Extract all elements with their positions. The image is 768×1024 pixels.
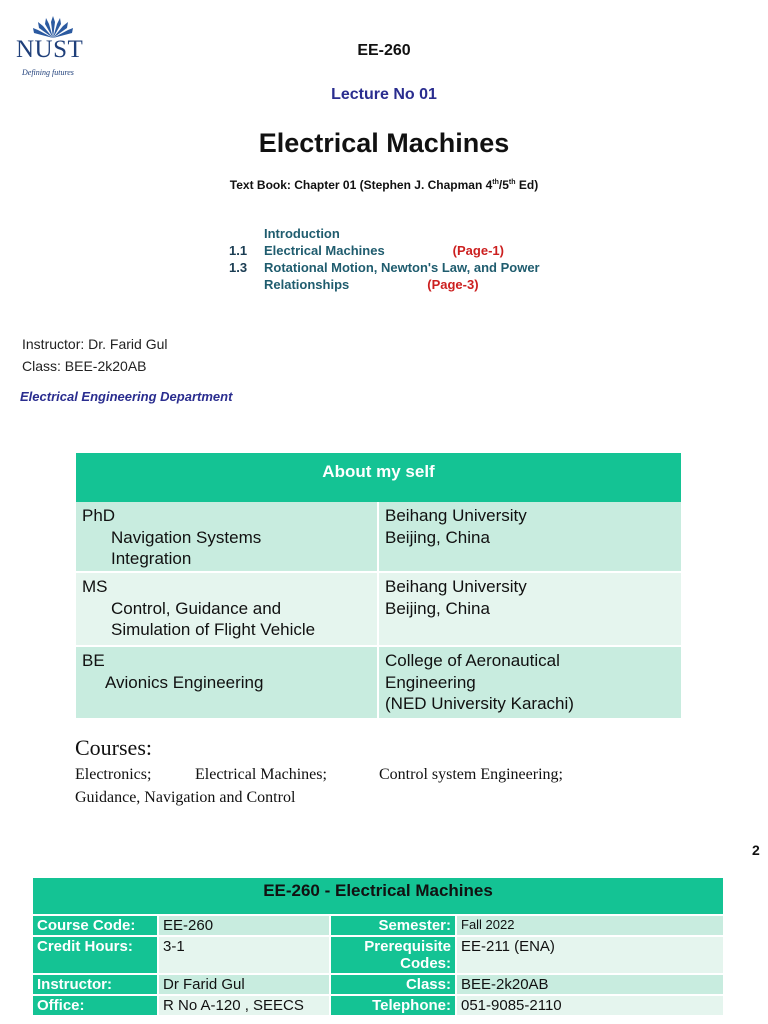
field-value: 3-1 [159, 937, 329, 973]
toc-item-text-continued: Relationships [264, 277, 350, 292]
field-label: Semester: [331, 916, 455, 935]
field-label: Instructor: [33, 975, 157, 994]
table-row [76, 573, 681, 645]
table-row [33, 916, 723, 935]
toc-intro: Introduction [264, 226, 340, 241]
table-row [33, 975, 723, 994]
course-item: Guidance, Navigation and Control [75, 789, 296, 806]
field-value: Fall 2022 [457, 916, 723, 935]
field-value: BEE-2k20AB [457, 975, 723, 994]
course-item: Electrical Machines; [195, 766, 327, 783]
institution-line: Beijing, China [385, 598, 490, 618]
institution-line: Beihang University [385, 577, 527, 596]
textbook-mid: /5 [498, 178, 509, 192]
instructor-info [22, 333, 167, 377]
field-value: EE-260 [159, 916, 329, 935]
logo-tagline: Defining futures [22, 68, 74, 77]
degree-field: Simulation of Flight Vehicle [111, 620, 316, 639]
field-label-line: Codes: [400, 955, 451, 972]
field-label: Telephone: [331, 996, 455, 1015]
course-item: Control system Engineering; [379, 766, 563, 783]
toc-item-page: (Page-1) [452, 243, 504, 258]
degree-field: Integration [111, 549, 192, 568]
institution-line: Beijing, China [385, 527, 490, 547]
about-heading: About my self [322, 462, 435, 481]
degree-cell [76, 647, 377, 718]
field-value: Dr Farid Gul [159, 975, 329, 994]
institution-cell [379, 647, 681, 718]
degree-cell [76, 573, 377, 645]
table-row [76, 502, 681, 571]
toc-item-number: 1.3 [229, 260, 248, 275]
courses-heading: Courses: [75, 735, 152, 760]
institution-line: Engineering [385, 672, 476, 692]
field-label-line: Prerequisite [364, 938, 451, 955]
degree-name: MS [82, 577, 108, 596]
textbook-suffix: Ed) [515, 178, 539, 192]
textbook-reference [0, 178, 768, 192]
degree-field: Control, Guidance and [111, 598, 282, 618]
class-line: Class: BEE-2k20AB [22, 358, 147, 374]
field-value: R No A-120 , SEECS [159, 996, 329, 1015]
textbook-sup-1: th [492, 179, 499, 186]
about-table-header [76, 453, 681, 502]
field-value: EE-211 (ENA) [457, 937, 723, 973]
logo-wordmark: NUST [16, 36, 84, 63]
toc-item[interactable] [229, 259, 540, 276]
field-label: Class: [331, 975, 455, 994]
page-title: Electrical Machines [258, 128, 510, 158]
lecture-number: Lecture No 01 [331, 86, 437, 103]
toc-item-text: Electrical Machines [264, 243, 385, 258]
instructor-line: Instructor: Dr. Farid Gul [22, 336, 168, 352]
table-row [33, 996, 723, 1015]
course-item: Electronics; [75, 766, 152, 783]
nust-emblem-icon [32, 16, 74, 38]
toc-spacer [229, 276, 264, 293]
institution-line: Beihang University [385, 506, 527, 525]
page-number: 2 [752, 842, 760, 858]
textbook-sup-2: th [508, 179, 516, 186]
institution-cell [379, 573, 681, 645]
field-label [331, 937, 455, 973]
toc-item-text: Rotational Motion, Newton's Law, and Power [264, 260, 540, 275]
department-name: Electrical Engineering Department [20, 389, 233, 404]
table-row [33, 937, 723, 973]
institution-cell [379, 502, 681, 571]
toc-item-number: 1.1 [229, 243, 248, 258]
field-label: Office: [33, 996, 157, 1015]
degree-name: BE [82, 651, 105, 670]
degree-field: Avionics Engineering [105, 672, 264, 692]
toc-spacer [229, 225, 264, 242]
course-code-heading: EE-260 [357, 42, 411, 59]
degree-cell [76, 502, 377, 571]
about-table [76, 453, 681, 718]
field-value: 051-9085-2110 [457, 996, 723, 1015]
toc-item-page: (Page-3) [427, 277, 479, 292]
field-label: Course Code: [33, 916, 157, 935]
table-of-contents [229, 225, 540, 293]
institution-line: College of Aeronautical [385, 651, 560, 670]
course-info-table [33, 878, 723, 1015]
course-table-header: EE-260 - Electrical Machines [33, 878, 723, 914]
institution-line: (NED University Karachi) [385, 694, 574, 713]
textbook-prefix: Text Book: Chapter 01 (Stephen J. Chapman 4 [229, 178, 493, 192]
degree-field: Navigation Systems [111, 527, 262, 547]
toc-item[interactable] [229, 242, 540, 259]
courses-list [75, 763, 563, 809]
field-label: Credit Hours: [33, 937, 157, 973]
table-row [76, 647, 681, 718]
degree-name: PhD [82, 506, 116, 525]
